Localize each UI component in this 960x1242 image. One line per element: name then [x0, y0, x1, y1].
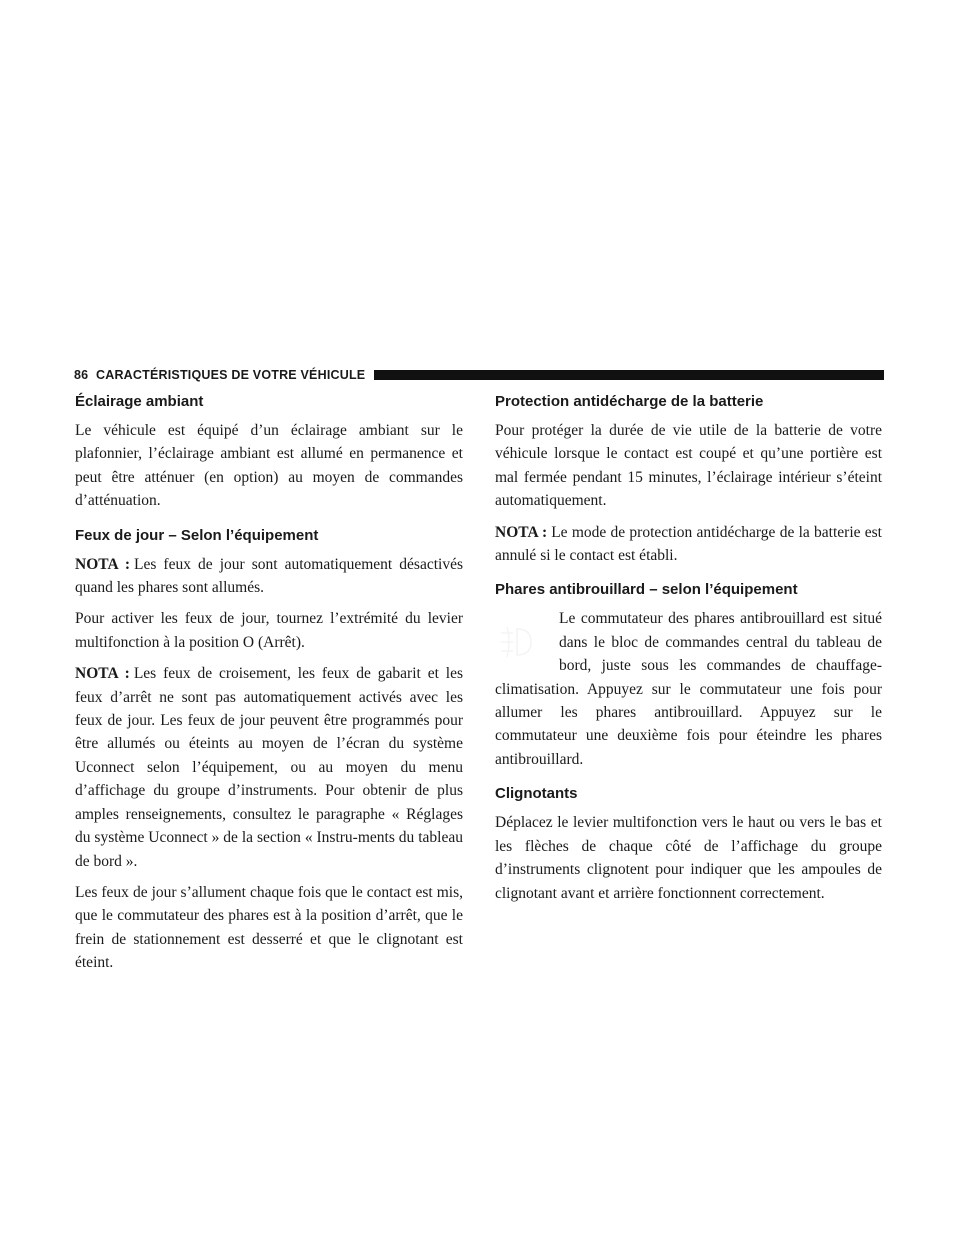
- page-header: [74, 366, 884, 384]
- paragraph: Pour protéger la durée de vie utile de la batterie de votre véhicule lorsque le contact est coupé et qu’une portière est mal fermée pendant 15 minutes, l’éclairage intérieur s’éteint automatiquement.: [495, 422, 882, 510]
- nota-text: Les feux de jour sont automatiquement désactivés quand les phares sont allumés.: [75, 555, 463, 597]
- paragraph: Le véhicule est équipé d’un éclairage ambiant sur le plafonnier, l’éclairage ambiant est allumé en permanence et peut être atténuer (en option) au moyen de commandes d’atténuation.: [75, 422, 463, 510]
- heading-eclairage-ambiant: Éclairage ambiant: [75, 393, 204, 410]
- paragraph: Pour activer les feux de jour, tournez l’extrémité du levier multifonction à la position O (Arrêt).: [75, 610, 463, 651]
- heading-protection-batterie: Protection antidécharge de la batterie: [495, 393, 764, 410]
- nota-text: Les feux de croisement, les feux de gabarit et les feux d’arrêt ne sont pas automatiquement activés avec les feux de jour. Les feux de jour peuvent être programmés pour être allumés ou éteints au moyen de l’écran du système Uconnect selon l’équipement, ou au moyen du menu d’affichage du groupe d’instruments. Pour obtenir de plus amples renseignements, consultez le paragraphe « Réglages du système Uconnect » de la section « Instru-ments du tableau de bord ».: [75, 665, 463, 870]
- paragraph: Le commutateur des phares antibrouillard est situé dans le bloc de commandes central du tableau de bord, juste sous les commandes de chauffage-climatisation. Appuyez sur le commutateur une fois pour allumer les phares antibrouillard. Appuyez sur le commutateur une deuxième fois pour éteindre les phares antibrouillard.: [495, 610, 882, 768]
- header-title: CARACTÉRISTIQUES DE VOTRE VÉHICULE: [96, 368, 366, 382]
- nota-paragraph: [75, 662, 463, 873]
- nota-label: NOTA :: [495, 523, 548, 541]
- nota-label: NOTA :: [75, 665, 130, 683]
- left-column: [75, 393, 463, 983]
- nota-paragraph: [495, 521, 882, 568]
- nota-text: Le mode de protection antidécharge de la batterie est annulé si le contact est établi.: [495, 523, 882, 565]
- nota-label: NOTA :: [75, 555, 130, 573]
- heading-feux-de-jour: Feux de jour – Selon l’équipement: [75, 526, 319, 544]
- heading-clignotants: Clignotants: [495, 785, 578, 803]
- right-column: [495, 393, 882, 913]
- fog-light-block: [495, 607, 882, 771]
- front-fog-light-icon: [495, 611, 551, 673]
- page-number: 86: [74, 368, 89, 382]
- header-rule: [374, 370, 884, 380]
- heading-phares-antibrouillard: Phares antibrouillard – selon l’équipement: [495, 581, 798, 599]
- paragraph: Déplacez le levier multifonction vers le haut ou vers le bas et les flèches de chaque côté de l’affichage du groupe d’instruments clignotent pour indiquer que les ampoules de clignotant avant et arrière fonctionnent correctement.: [495, 814, 882, 902]
- nota-paragraph: [75, 553, 463, 600]
- paragraph: Les feux de jour s’allument chaque fois que le contact est mis, que le commutateur des phares est à la position d’arrêt, que le frein de stationnement est desserré et que le clignotant est éteint.: [75, 883, 463, 972]
